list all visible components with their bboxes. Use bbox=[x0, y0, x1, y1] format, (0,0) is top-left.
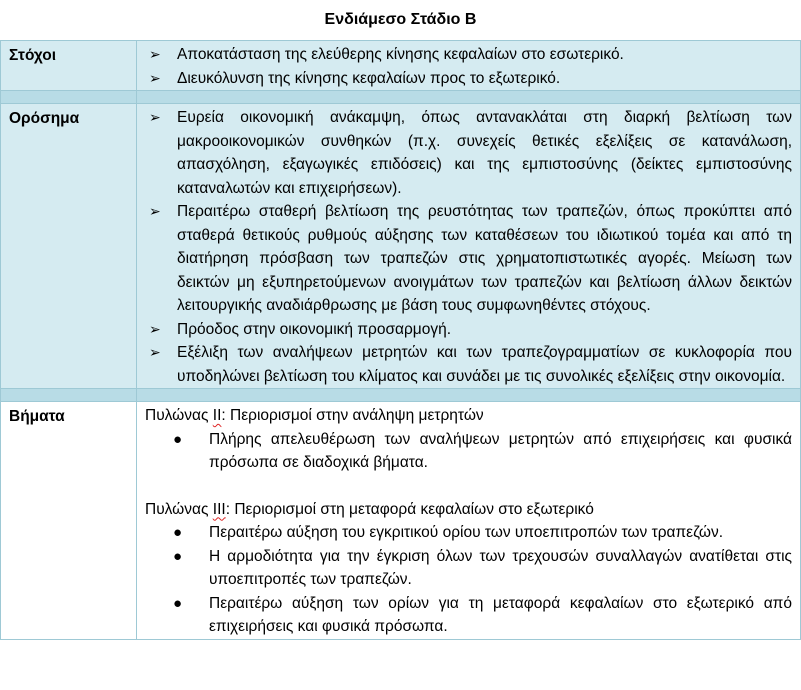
milestones-item bbox=[149, 200, 792, 318]
spacer-row bbox=[1, 389, 801, 402]
pillar-2-prefix: Πυλώνας bbox=[145, 407, 213, 424]
pillar-3-item bbox=[145, 521, 792, 545]
arrow-bullet-icon: ➢ bbox=[149, 109, 161, 125]
stage-table bbox=[0, 40, 801, 640]
pillar-3-item bbox=[145, 545, 792, 592]
pillar-2-heading bbox=[145, 404, 792, 428]
milestones-item bbox=[149, 318, 792, 342]
pillar-2-item-text: Πλήρης απελευθέρωση των αναλήψεων μετρητών από επιχειρήσεις και φυσικά πρόσωπα σε διαδοχικά βήματα. bbox=[209, 430, 792, 471]
goals-row bbox=[1, 41, 801, 91]
steps-label: Βήματα bbox=[1, 402, 137, 640]
goals-item bbox=[149, 67, 792, 91]
milestones-row bbox=[1, 104, 801, 389]
steps-content bbox=[137, 402, 801, 640]
arrow-bullet-icon: ➢ bbox=[149, 69, 161, 86]
milestones-item-text: Εξέλιξη των αναλήψεων μετρητών και των τραπεζογραμματίων σε κυκλοφορία που υποδηλώνει βελτίωση του κλίματος και συνάδει με τις συνολικές εξελίξεις στην οικονομία. bbox=[177, 344, 792, 385]
pillar-3-suffix: : Περιορισμοί στη μεταφορά κεφαλαίων στο εξωτερικό bbox=[225, 500, 594, 518]
pillar-3-item-text: Η αρμοδιότητα για την έγκριση όλων των τρεχουσών συναλλαγών ανατίθεται στις υποεπιτροπές των τραπεζών. bbox=[209, 547, 792, 588]
pillar-3-item bbox=[145, 592, 792, 639]
pillar-3-roman: ΙΙΙ bbox=[212, 500, 226, 518]
spacer-row bbox=[1, 91, 801, 104]
milestones-content bbox=[137, 104, 801, 389]
arrow-bullet-icon: ➢ bbox=[149, 344, 161, 360]
arrow-bullet-icon: ➢ bbox=[149, 203, 161, 219]
milestones-item bbox=[149, 106, 792, 200]
arrow-bullet-icon: ➢ bbox=[149, 320, 161, 337]
milestones-item-text: Πρόοδος στην οικονομική προσαρμογή. bbox=[177, 320, 452, 338]
steps-row bbox=[1, 402, 801, 640]
pillar-3-item-text: Περαιτέρω αύξηση των ορίων για τη μεταφορά κεφαλαίων στο εξωτερικό από επιχειρήσεις και φυσικά πρόσωπα. bbox=[209, 594, 792, 635]
goals-content bbox=[137, 41, 801, 91]
goals-item-text: Διευκόλυνση της κίνησης κεφαλαίων προς το εξωτερικό. bbox=[177, 69, 561, 87]
pillar-3-item-text: Περαιτέρω αύξηση του εγκριτικού ορίου των υποεπιτροπών των τραπεζών. bbox=[209, 524, 724, 541]
dot-bullet-icon: ● bbox=[173, 594, 183, 612]
pillar-2-roman: ΙΙ bbox=[212, 407, 222, 424]
arrow-bullet-icon: ➢ bbox=[149, 46, 161, 62]
pillar-2-item bbox=[145, 428, 792, 475]
dot-bullet-icon: ● bbox=[173, 524, 183, 541]
document-title: Ενδιάμεσο Στάδιο Β bbox=[324, 11, 477, 28]
milestones-item bbox=[149, 341, 792, 388]
milestones-item-text: Περαιτέρω σταθερή βελτίωση της ρευστότητας των τραπεζών, όπως προκύπτει από σταθερά θετικούς ρυθμούς αύξησης των καταθέσεων του ιδιωτικού τομέα και από τη διατήρηση πρόσβαση των τραπεζών στις χρηματοπιστωτικές αγορές. Μείωση των δεικτών μη εξυπηρετούμενων ανοιγμάτων των τραπεζών και βελτίωση άλλων δεικτών λειτουργικής αναδιάρθρωσης με βάση τους συμφωνηθέντες στόχους. bbox=[177, 203, 792, 314]
goals-item-text: Αποκατάσταση της ελεύθερης κίνησης κεφαλαίων στο εσωτερικό. bbox=[177, 46, 624, 63]
goals-label: Στόχοι bbox=[1, 41, 137, 91]
dot-bullet-icon: ● bbox=[173, 430, 183, 448]
paragraph-gap bbox=[145, 475, 792, 498]
goals-item bbox=[149, 43, 792, 67]
pillar-2-suffix: : Περιορισμοί στην ανάληψη μετρητών bbox=[221, 407, 484, 424]
dot-bullet-icon: ● bbox=[173, 547, 183, 565]
pillar-3-prefix: Πυλώνας bbox=[145, 500, 213, 518]
pillar-3-heading bbox=[145, 498, 792, 522]
milestones-label: Ορόσημα bbox=[1, 104, 137, 389]
milestones-item-text: Ευρεία οικονομική ανάκαμψη, όπως αντανακλάται στη διαρκή βελτίωση των μακροοικονομικών συνθηκών (π.χ. συνεχείς θετικές εξελίξεις σε κατανάλωση, απασχόληση, εξαγωγικές επιδόσεις) και της εμπιστοσύνης (δείκτες εμπιστοσύνης καταναλωτών και επιχειρήσεων). bbox=[177, 109, 792, 197]
